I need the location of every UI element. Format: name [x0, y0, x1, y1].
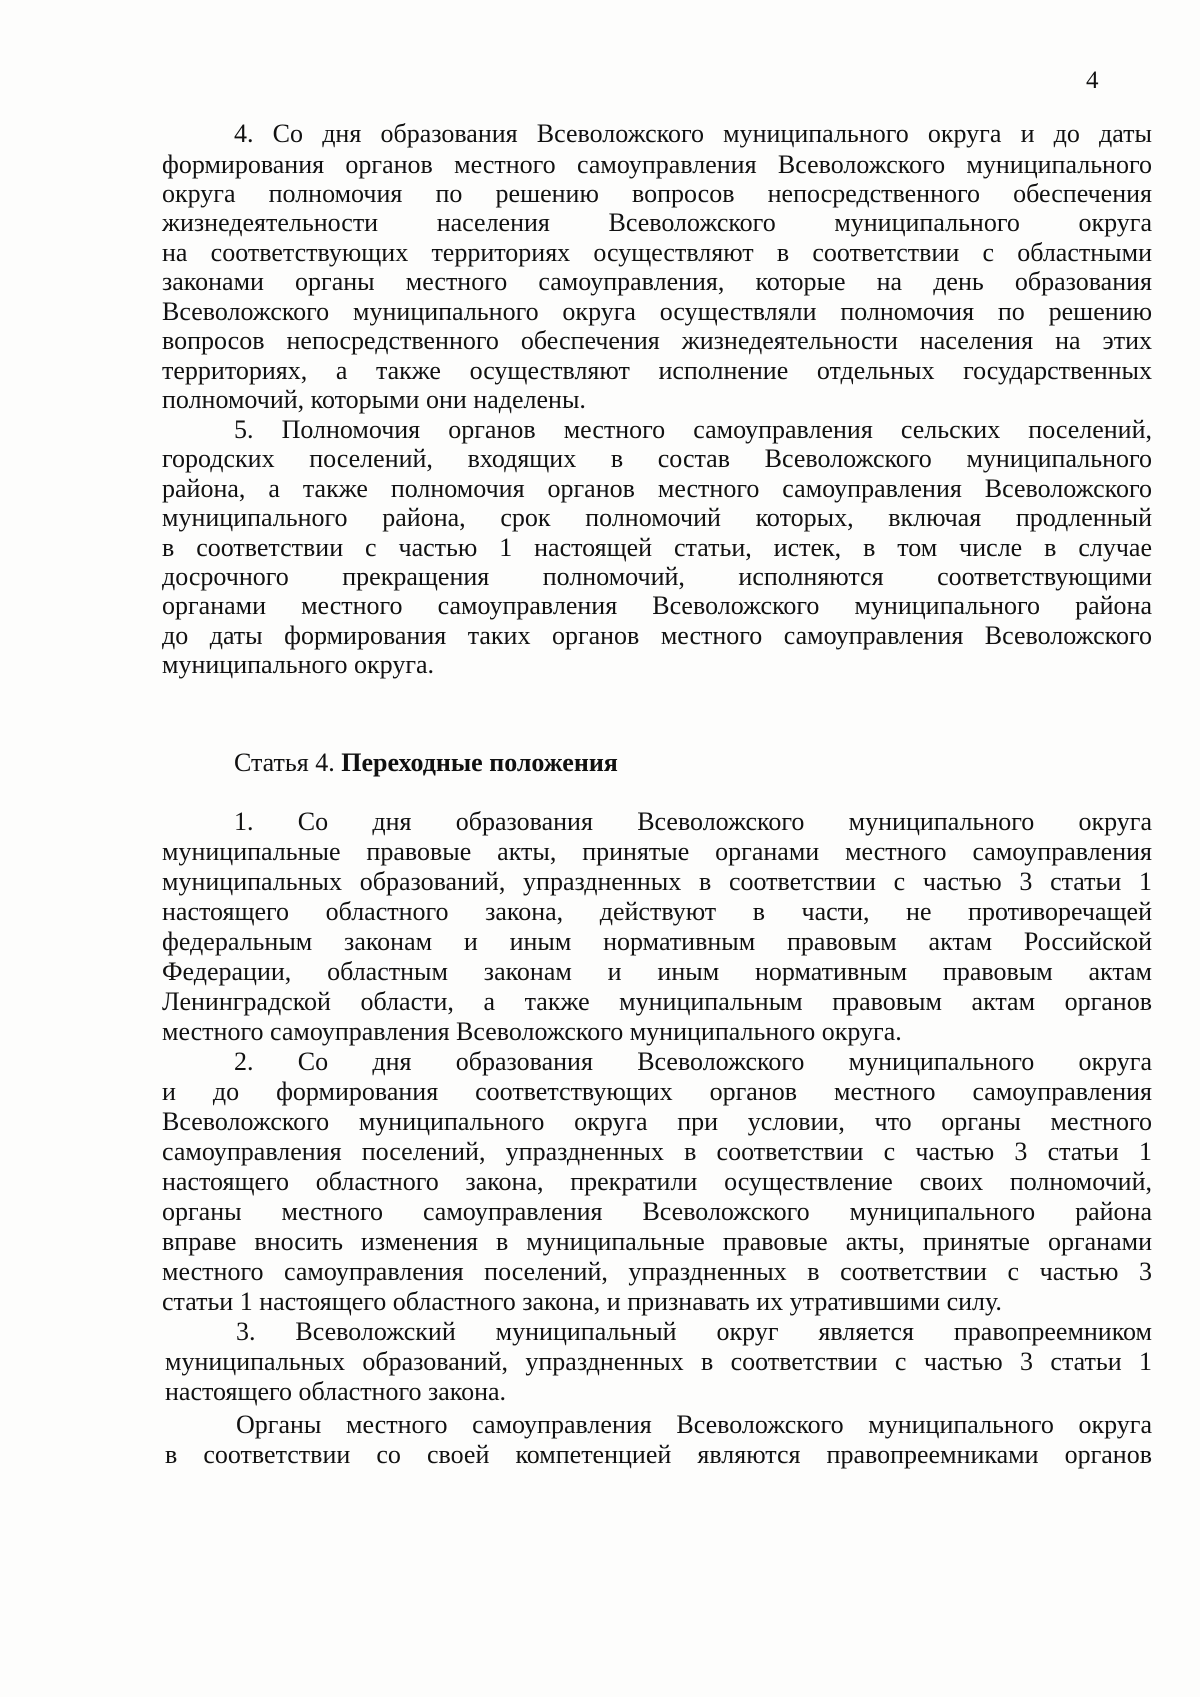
- text-line: Ленинградской области, а также муниципальным правовым актам органов: [162, 987, 1152, 1016]
- text-line: досрочного прекращения полномочий, исполняются соответствующими: [162, 562, 1152, 591]
- text-line: на соответствующих территориях осуществляют в соответствии с областными: [162, 238, 1152, 267]
- text-line: настоящего областного закона, прекратили осуществление своих полномочий,: [162, 1167, 1152, 1196]
- text-line: местного самоуправления поселений, упраздненных в соответствии с частью 3: [162, 1257, 1152, 1286]
- text-line: настоящего областного закона.: [165, 1377, 507, 1406]
- article-heading: [234, 747, 618, 778]
- text-line: Всеволожского муниципального округа осуществляли полномочия по решению: [162, 297, 1152, 326]
- text-line: полномочий, которыми они наделены.: [162, 385, 586, 414]
- text-line: Федерации, областным законам и иным нормативным правовым актам: [162, 957, 1152, 986]
- text-line: 4. Со дня образования Всеволожского муниципального округа и до даты: [234, 119, 1152, 148]
- article-label: Статья 4.: [234, 748, 335, 777]
- text-line: района, а также полномочия органов местного самоуправления Всеволожского: [162, 474, 1152, 503]
- text-line: Всеволожского муниципального округа при условии, что органы местного: [162, 1107, 1152, 1136]
- text-line: законами органы местного самоуправления, которые на день образования: [162, 267, 1152, 296]
- text-line: в соответствии со своей компетенцией являются правопреемниками органов: [165, 1440, 1152, 1469]
- text-line: 2. Со дня образования Всеволожского муниципального округа: [234, 1047, 1152, 1076]
- text-line: органами местного самоуправления Всеволожского муниципального района: [162, 591, 1152, 620]
- page-number: 4: [1086, 67, 1099, 94]
- text-line: муниципальные правовые акты, принятые органами местного самоуправления: [162, 837, 1152, 866]
- text-line: вопросов непосредственного обеспечения жизнедеятельности населения на этих: [162, 326, 1152, 355]
- text-line: в соответствии с частью 1 настоящей статьи, истек, в том числе в случае: [162, 533, 1152, 562]
- text-line: самоуправления поселений, упраздненных в соответствии с частью 3 статьи 1: [162, 1137, 1152, 1166]
- text-line: 3. Всеволожский муниципальный округ является правопреемником: [236, 1317, 1152, 1346]
- text-line: до даты формирования таких органов местного самоуправления Всеволожского: [162, 621, 1152, 650]
- text-line: муниципальных образований, упраздненных в соответствии с частью 3 статьи 1: [165, 1347, 1152, 1376]
- text-line: городских поселений, входящих в состав Всеволожского муниципального: [162, 444, 1152, 473]
- text-line: формирования органов местного самоуправления Всеволожского муниципального: [162, 150, 1152, 179]
- text-line: 5. Полномочия органов местного самоуправления сельских поселений,: [234, 415, 1152, 444]
- text-line: муниципального округа.: [162, 650, 435, 679]
- text-line: территориях, а также осуществляют исполнение отдельных государственных: [162, 356, 1152, 385]
- text-line: муниципального района, срок полномочий которых, включая продленный: [162, 503, 1152, 532]
- text-line: округа полномочия по решению вопросов непосредственного обеспечения: [162, 179, 1152, 208]
- text-line: и до формирования соответствующих органов местного самоуправления: [162, 1077, 1152, 1106]
- text-line: 1. Со дня образования Всеволожского муниципального округа: [234, 807, 1152, 836]
- text-line: местного самоуправления Всеволожского муниципального округа.: [162, 1017, 902, 1046]
- text-line: статьи 1 настоящего областного закона, и признавать их утратившими силу.: [162, 1287, 1002, 1316]
- text-line: жизнедеятельности населения Всеволожского муниципального округа: [162, 208, 1152, 237]
- text-line: настоящего областного закона, действуют в части, не противоречащей: [162, 897, 1152, 926]
- article-title: Переходные положения: [341, 748, 618, 777]
- text-line: Органы местного самоуправления Всеволожского муниципального округа: [236, 1410, 1152, 1439]
- text-line: федеральным законам и иным нормативным правовым актам Российской: [162, 927, 1152, 956]
- text-line: муниципальных образований, упраздненных в соответствии с частью 3 статьи 1: [162, 867, 1152, 896]
- text-line: вправе вносить изменения в муниципальные правовые акты, принятые органами: [162, 1227, 1152, 1256]
- text-line: органы местного самоуправления Всеволожского муниципального района: [162, 1197, 1152, 1226]
